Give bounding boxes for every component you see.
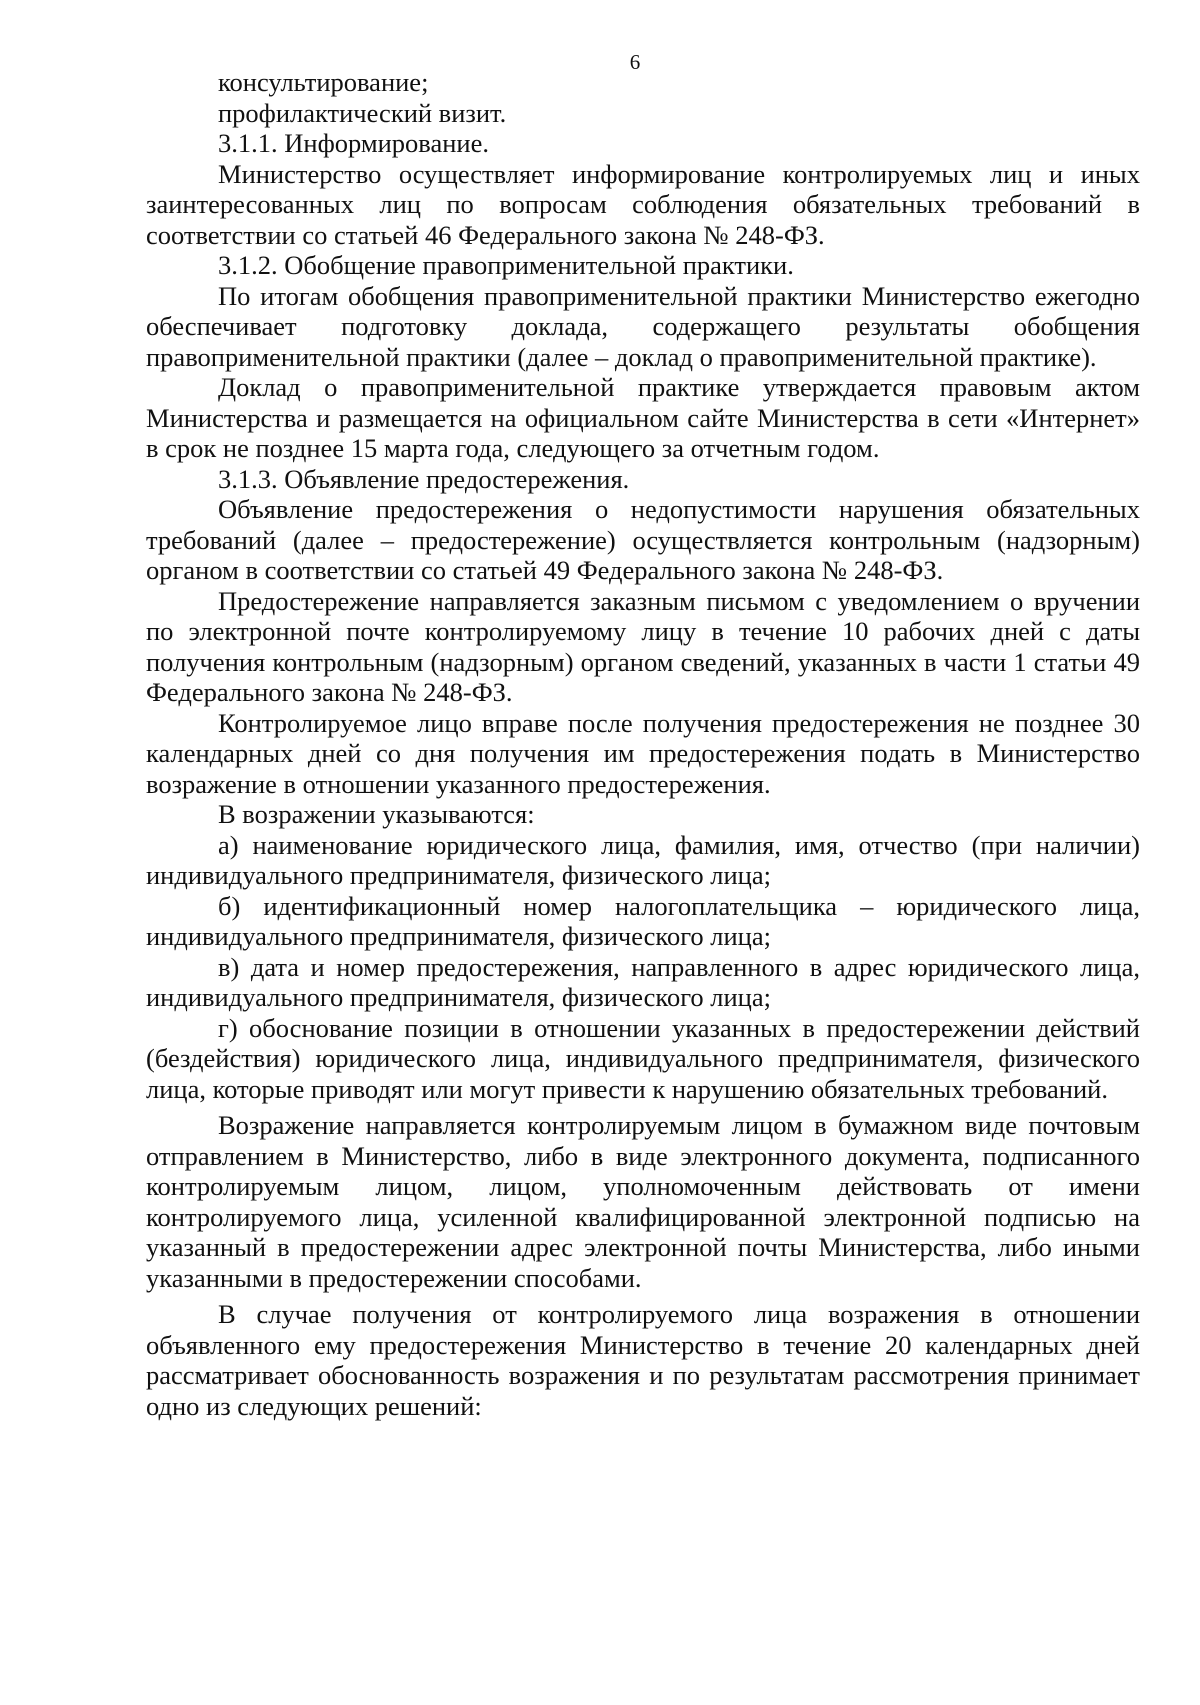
list-item-preventive-visit: профилактический визит.: [218, 97, 507, 128]
paragraph-report: Доклад о правоприменительной практике утверждается правовым актом Министерства и размещается на официальном сайте Министерства в сети «Интернет» в срок не позднее 15 марта года, следующего за отчетным годом.: [146, 372, 1140, 463]
list-item-b: б) идентификационный номер налогоплательщика – юридического лица, индивидуального предпринимателя, физического лица;: [146, 890, 1140, 951]
section-heading-3-1-2: 3.1.2. Обобщение правоприменительной практики.: [218, 250, 794, 280]
list-item-g: г) обоснование позиции в отношении указанных в предостережении действий (бездействия) юридического лица, индивидуального предпринимателя, физического лица, которые приводят или могут привести к нарушению обязательных требований.: [146, 1012, 1140, 1104]
paragraph-objection-submission: Возражение направляется контролируемым лицом в бумажном виде почтовым отправлением в Министерство, либо в виде электронного документа, подписанного контролируемым лицом, лицом, уполномоченным действовать от имени контролируемого лица, усиленной квалифицированной электронной подписью на указанный в предостережении адрес электронной почты Министерства, либо иными указанными в предостережении способами.: [146, 1110, 1140, 1293]
list-item-consulting: консультирование;: [218, 67, 429, 97]
section-heading-3-1-1: 3.1.1. Информирование.: [218, 128, 489, 158]
page-number: 6: [629, 50, 641, 74]
list-item-v: в) дата и номер предостережения, направленного в адрес юридического лица, индивидуального предпринимателя, физического лица;: [146, 951, 1140, 1012]
paragraph-objection-contents: В возражении указываются:: [218, 799, 535, 829]
list-item-a: а) наименование юридического лица, фамилия, имя, отчество (при наличии) индивидуального предпринимателя, физического лица;: [146, 829, 1140, 890]
paragraph-warning-announcement: Объявление предостережения о недопустимости нарушения обязательных требований (далее – предостережение) осуществляется контрольным (надзорным) органом в соответствии со статьей 49 Федерального закона № 248-ФЗ.: [146, 494, 1140, 585]
paragraph-objection-right: Контролируемое лицо вправе после получения предостережения не позднее 30 календарных дней со дня получения им предостережения подать в Министерство возражение в отношении указанного предостережения.: [146, 707, 1140, 799]
paragraph-generalization: По итогам обобщения правоприменительной практики Министерство ежегодно обеспечивает подготовку доклада, содержащего результаты обобщения правоприменительной практики (далее – доклад о правоприменительной практике).: [146, 280, 1140, 372]
paragraph-informing: Министерство осуществляет информирование контролируемых лиц и иных заинтересованных лиц по вопросам соблюдения обязательных требований в соответствии со статьей 46 Федерального закона № 248-ФЗ.: [146, 158, 1140, 250]
section-heading-3-1-3: 3.1.3. Объявление предостережения.: [218, 463, 630, 494]
paragraph-warning-delivery: Предостережение направляется заказным письмом с уведомлением о вручении по электронной почте контролируемому лицу в течение 10 рабочих дней с даты получения контрольным (надзорным) органом сведений, указанных в части 1 статьи 49 Федерального закона № 248-ФЗ.: [146, 585, 1140, 707]
paragraph-objection-review: В случае получения от контролируемого лица возражения в отношении объявленного ему предостережения Министерство в течение 20 календарных дней рассматривает обоснованность возражения и по результатам рассмотрения принимает одно из следующих решений:: [146, 1299, 1140, 1421]
document-body: [146, 67, 1140, 1421]
